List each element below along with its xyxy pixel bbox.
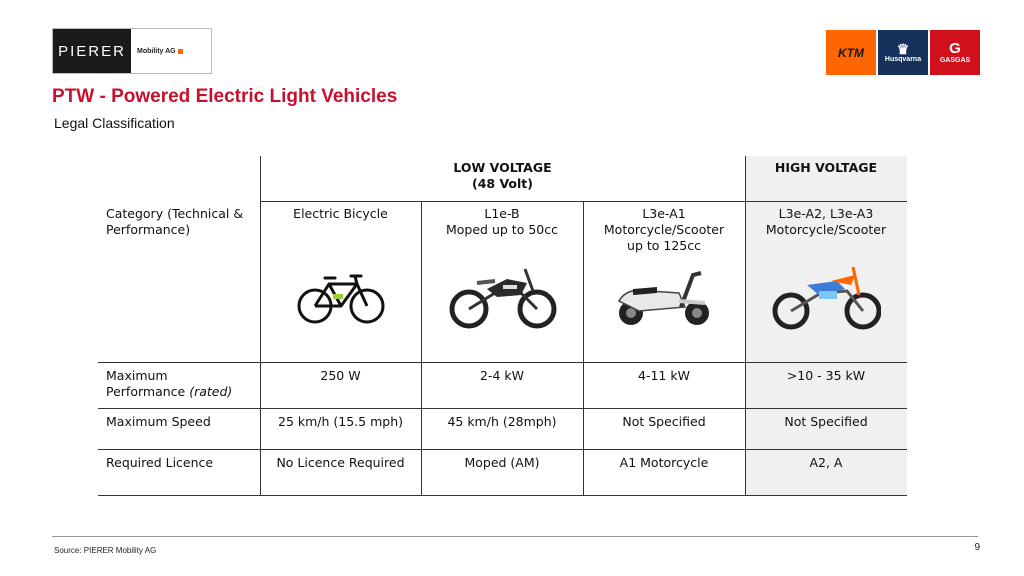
- licence-cell-moped: Moped (AM): [464, 455, 540, 470]
- electric-motorcycle-image: [745, 256, 907, 336]
- licence-cell-a2: A2, A: [809, 455, 843, 470]
- row-divider-4: [98, 495, 907, 496]
- category-a1-line1: L3e-A1: [642, 206, 686, 221]
- performance-cell-a2: >10 - 35 kW: [786, 368, 866, 383]
- category-cell-bicycle: [260, 206, 421, 222]
- performance-label-line2: [106, 384, 256, 400]
- husqvarna-logo: [878, 30, 928, 75]
- speed-cell-moped: 45 km/h (28mph): [447, 414, 557, 429]
- source-note: Source: PIERER Mobility AG: [54, 546, 157, 555]
- category-a1-line2: Motorcycle/Scooter: [603, 222, 725, 237]
- licence-cell-bicycle: No Licence Required: [276, 455, 405, 470]
- licence-row-label: Required Licence: [106, 455, 214, 470]
- category-cell-a2: [745, 206, 907, 238]
- gasgas-logo: [930, 30, 980, 75]
- low-voltage-label: LOW VOLTAGE: [453, 160, 552, 175]
- speed-cell-a1: Not Specified: [622, 414, 706, 429]
- performance-cell-a1: 4-11 kW: [638, 368, 690, 383]
- husqvarna-crown-icon: ♛: [896, 41, 910, 57]
- performance-cell-moped: 2-4 kW: [480, 368, 524, 383]
- gasgas-g-icon: G: [949, 40, 961, 57]
- classification-table: [98, 156, 907, 496]
- licence-cell-a1: A1 Motorcycle: [619, 455, 709, 470]
- category-a1-line3: up to 125cc: [627, 238, 701, 253]
- category-moped-line2: Moped up to 50cc: [446, 222, 558, 237]
- high-voltage-header: HIGH VOLTAGE: [774, 160, 878, 175]
- col-divider-2: [421, 201, 422, 496]
- row-divider-2: [98, 408, 907, 409]
- category-bicycle-line1: Electric Bicycle: [293, 206, 388, 221]
- orange-square-mark: [178, 49, 183, 54]
- performance-label-word: Performance: [106, 384, 186, 399]
- category-row-label: Category (Technical & Performance): [106, 206, 244, 237]
- page-subtitle: Legal Classification: [54, 115, 175, 131]
- row-divider-1: [98, 362, 907, 363]
- low-voltage-header: [260, 160, 745, 192]
- electric-moped-image: [421, 256, 583, 336]
- category-cell-a1: [583, 206, 745, 254]
- mobility-ag-logo-text: [131, 29, 211, 73]
- electric-scooter-image: [583, 256, 745, 336]
- performance-label-line1: Maximum: [106, 368, 168, 383]
- performance-row-label: [106, 368, 256, 400]
- pierer-logo: [52, 28, 212, 74]
- speed-row-label: Maximum Speed: [106, 414, 211, 429]
- category-cell-moped: [421, 206, 583, 238]
- row-divider-3: [98, 449, 907, 450]
- performance-label-rated: (rated): [189, 384, 233, 399]
- category-a2-line1: L3e-A2, L3e-A3: [778, 206, 874, 221]
- category-a2-line2: Motorcycle/Scooter: [765, 222, 887, 237]
- speed-cell-a2: Not Specified: [784, 414, 868, 429]
- speed-cell-bicycle: 25 km/h (15.5 mph): [278, 414, 403, 429]
- husqvarna-label: Husqvarna: [884, 56, 922, 63]
- brand-logos: [826, 30, 980, 75]
- page-title: PTW - Powered Electric Light Vehicles: [52, 86, 398, 107]
- bicycle-icon: [260, 261, 421, 331]
- mobility-ag-label: Mobility AG: [137, 47, 176, 55]
- performance-cell-bicycle: 250 W: [320, 368, 361, 383]
- footer-divider: [52, 536, 978, 537]
- ktm-logo: KTM: [826, 30, 876, 75]
- low-voltage-sublabel: (48 Volt): [471, 176, 533, 191]
- category-moped-line1: L1e-B: [484, 206, 520, 221]
- page-number: 9: [974, 542, 980, 553]
- pierer-logo-text: PIERER: [53, 29, 131, 73]
- gasgas-label: GASGAS: [939, 57, 971, 64]
